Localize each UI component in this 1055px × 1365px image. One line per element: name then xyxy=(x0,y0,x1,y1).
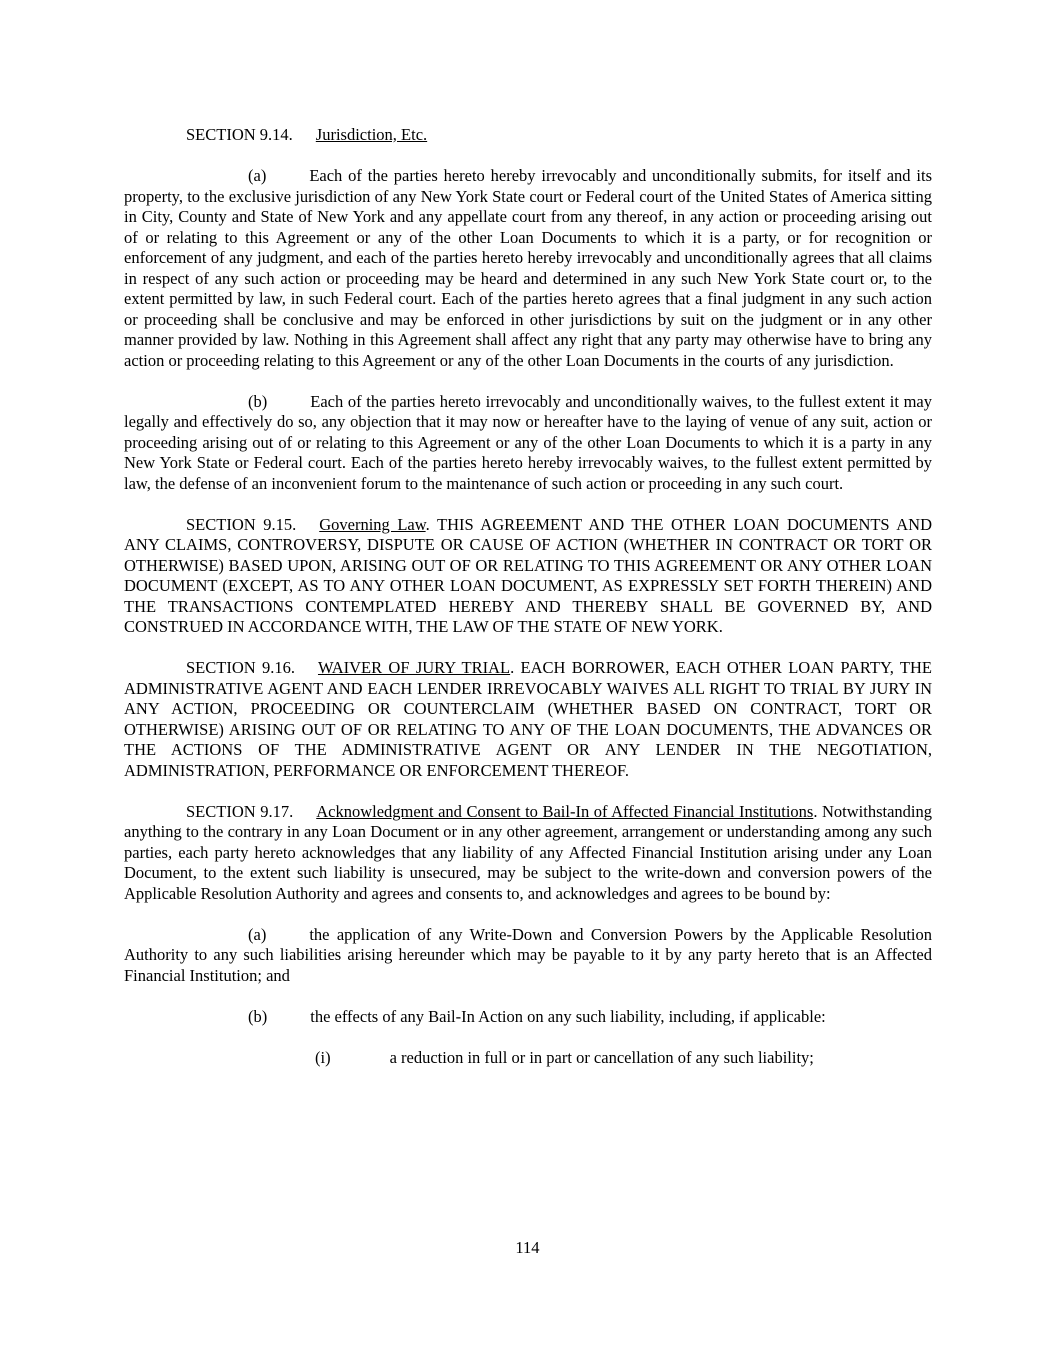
paragraph-text: a reduction in full or in part or cancellation of any such liability; xyxy=(389,1047,814,1067)
section-heading-trailing-text: . THIS AGREEMENT AND THE OTHER LOAN DOCUMENTS AND ANY CLAIMS, CONTROVERSY, DISPUTE OR CAUSE OF ACTION (WHETHER IN CONTRACT OR TORT OR OTHERWISE) BASED UPON, ARISING OUT OF OR RELATING TO THIS AGREEMENT OR ANY OTHER LOAN DOCUMENT (EXCEPT, AS TO ANY OTHER LOAN DOCUMENT, AS EXPRESSLY SET FORTH THEREIN) AND THE TRANSACTIONS CONTEMPLATED HEREBY AND THEREBY SHALL BE GOVERNED BY, AND CONSTRUED IN ACCORDANCE WITH, THE LAW OF THE STATE OF NEW YORK. xyxy=(124,514,933,636)
paragraph-text: the effects of any Bail-In Action on any such liability, including, if applicable: xyxy=(310,1006,826,1026)
paragraph-roman-label: (i) xyxy=(315,1047,331,1067)
paragraph-9-17-b xyxy=(124,1007,932,1028)
paragraph-text: Each of the parties hereto hereby irrevocably and unconditionally submits, for itself and its property, to the exclusive jurisdiction of any New York State court or Federal court of the United States of America sitting in City, County and State of New York and any appellate court from any thereof, in any action or proceeding arising out of or relating to this Agreement or any of the other Loan Documents to which it is a party, or for recognition or enforcement of any judgment, and each of the parties hereto hereby irrevocably and unconditionally agrees that all claims in respect of any such action or proceeding may be heard and determined in any such New York State court or, to the extent permitted by law, in such Federal court. Each of the parties hereto agrees that a final judgment in any such action or proceeding shall be conclusive and may be enforced in other jurisdictions by suit on the judgment or in any other manner provided by law. Nothing in this Agreement shall affect any right that any party may otherwise have to bring any action or proceeding relating to this Agreement or any of the other Loan Documents in the courts of any jurisdiction. xyxy=(124,166,932,370)
paragraph-letter-label: (b) xyxy=(248,1006,268,1026)
paragraph-9-14-b xyxy=(124,392,932,495)
section-heading-9-15 xyxy=(124,515,932,638)
section-heading-9-14 xyxy=(124,125,932,146)
section-title: Jurisdiction, Etc. xyxy=(315,125,428,144)
paragraph-9-14-a xyxy=(124,166,932,371)
section-heading-trailing-text: . EACH BORROWER, EACH OTHER LOAN PARTY, THE ADMINISTRATIVE AGENT AND EACH LENDER IRREVOCABLY WAIVES ALL RIGHT TO TRIAL BY JURY IN ANY ACTION, PROCEEDING OR COUNTERCLAIM (WHETHER BASED ON CONTRACT, TORT OR OTHERWISE) ARISING OUT OF OR RELATING TO ANY OF THE LOAN DOCUMENTS, THE ADVANCES OR THE ACTIONS OF THE ADMINISTRATIVE AGENT OR ANY LENDER IN THE NEGOTIATION, ADMINISTRATION, PERFORMANCE OR ENFORCEMENT THEREOF. xyxy=(124,658,932,780)
paragraph-text: Each of the parties hereto irrevocably and unconditionally waives, to the fullest extent it may legally and effectively do so, any objection that it may now or hereafter have to the laying of venue of any suit, action or proceeding arising out of or relating to this Agreement or any of the other Loan Documents to which it is a party in any New York State or Federal court. Each of the parties hereto hereby irrevocably waives, to the fullest extent permitted by law, the defense of an inconvenient forum to the maintenance of such action or proceeding in any such court. xyxy=(124,391,932,493)
paragraph-letter-label: (a) xyxy=(248,924,267,944)
section-title: Governing Law xyxy=(319,514,426,534)
paragraph-text: the application of any Write-Down and Conversion Powers by the Applicable Resolution Authority to any such liabilities arising hereunder which may be payable to it by any party hereto that is an Affected Financial Institution; and xyxy=(124,924,932,985)
section-heading-trailing-text: . Notwithstanding anything to the contrary in any Loan Document or in any other agreement, arrangement or understanding among any such parties, each party hereto acknowledges that any liability of any Affected Financial Institution arising under any Loan Document, to the extent such liability is unsecured, may be subject to the write-down and conversion powers of the Applicable Resolution Authority and agrees and consents to, and acknowledges and agrees to be bound by: xyxy=(124,801,933,903)
section-number: SECTION 9.17. xyxy=(186,801,294,821)
paragraph-letter-label: (a) xyxy=(248,166,267,185)
section-number: SECTION 9.14. xyxy=(186,125,293,144)
page-number: 114 xyxy=(515,1238,540,1257)
paragraph-9-17-b-i xyxy=(124,1048,932,1069)
paragraph-letter-label: (b) xyxy=(248,391,268,411)
section-title: WAIVER OF JURY TRIAL xyxy=(317,658,511,677)
section-heading-9-17 xyxy=(124,802,932,905)
section-title: Acknowledgment and Consent to Bail-In of Affected Financial Institutions xyxy=(316,801,814,821)
section-number: SECTION 9.16. xyxy=(186,658,295,677)
section-heading-9-16 xyxy=(124,658,932,781)
paragraph-9-17-a xyxy=(124,925,932,987)
section-number: SECTION 9.15. xyxy=(186,514,297,534)
